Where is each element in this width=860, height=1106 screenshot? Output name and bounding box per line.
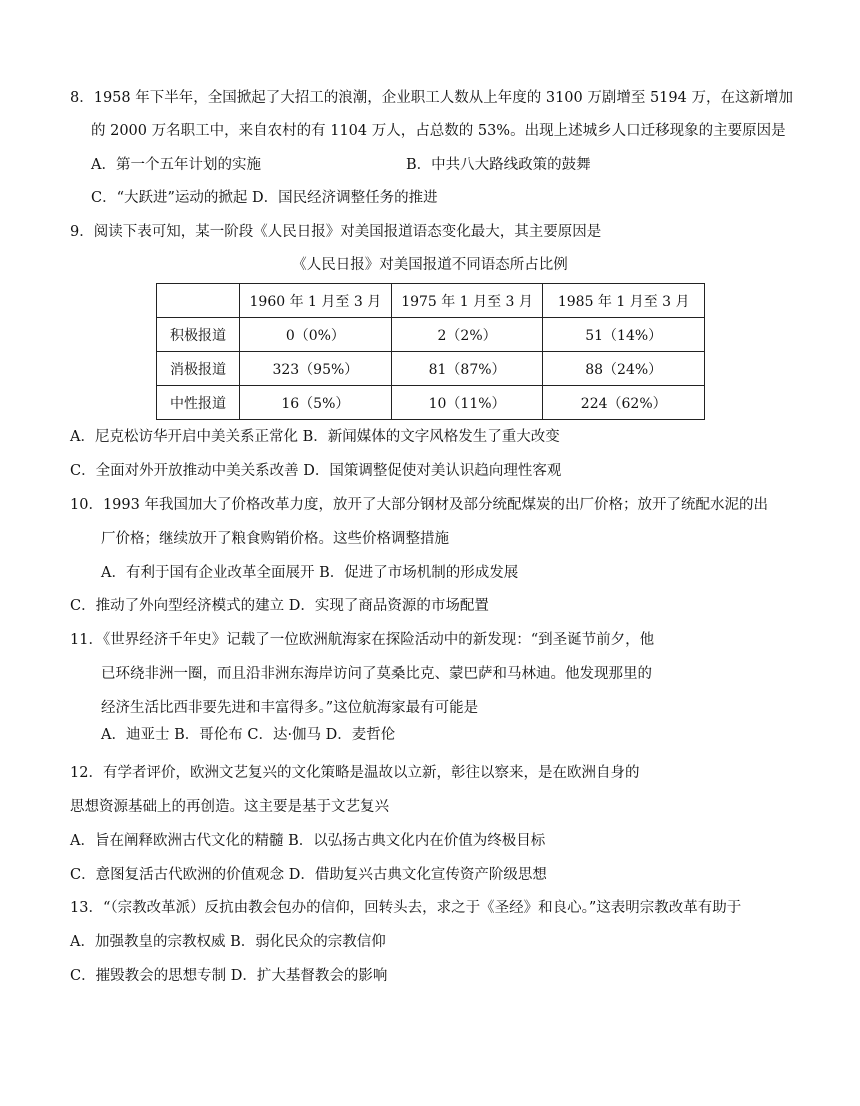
question-13-options-c-d: C．摧毁教会的思想专制 D．扩大基督教会的影响: [70, 968, 388, 984]
question-9-stem: 9．阅读下表可知，某一阶段《人民日报》对美国报道语态变化最大，其主要原因是: [70, 224, 602, 240]
question-8-option-b: B．中共八大路线政策的鼓舞: [406, 157, 591, 173]
table-header-cell: 1985 年 1 月至 3 月: [543, 284, 705, 318]
table-cell: 0（0%）: [240, 318, 392, 352]
question-12-options-a-b: A．旨在阐释欧洲古代文化的精髓 B．以弘扬古典文化内在价值为终极目标: [70, 833, 546, 849]
question-10-options-a-b: A．有利于国有企业改革全面展开 B．促进了市场机制的形成发展: [101, 565, 519, 581]
table-row-label: 积极报道: [157, 318, 240, 352]
question-9-options-c-d: C．全面对外开放推动中美关系改善 D．国策调整促使对美认识趋向理性客观: [70, 463, 562, 479]
question-11-stem-line-2: 已环绕非洲一圈，而且沿非洲东海岸访问了莫桑比克、蒙巴萨和马林迪。他发现那里的: [101, 666, 652, 682]
question-11-options: A．迪亚士 B．哥伦布 C．达·伽马 D．麦哲伦: [101, 727, 396, 743]
table-cell: 2（2%）: [391, 318, 543, 352]
table-row: [157, 352, 705, 386]
question-11-stem-line-1: 11．《世界经济千年史》记载了一位欧洲航海家在探险活动中的新发现：“到圣诞节前夕，他: [70, 632, 655, 648]
question-9-options-a-b: A．尼克松访华开启中美关系正常化 B．新闻媒体的文字风格发生了重大改变: [70, 429, 560, 445]
question-10-options-c-d: C．推动了外向型经济模式的建立 D．实现了商品资源的市场配置: [70, 598, 489, 614]
table-header-cell: 1960 年 1 月至 3 月: [240, 284, 392, 318]
question-12-options-c-d: C．意图复活古代欧洲的价值观念 D．借助复兴古典文化宣传资产阶级思想: [70, 867, 547, 883]
table-cell: 88（24%）: [543, 352, 705, 386]
question-10-stem-line-2: 厂价格；继续放开了粮食购销价格。这些价格调整措施: [101, 531, 449, 547]
question-8-stem-line-1: 8．1958 年下半年，全国掀起了大招工的浪潮，企业职工人数从上年度的 3100 万剧增至 5194 万，在这新增加: [70, 90, 793, 106]
question-12-stem-line-2: 思想资源基础上的再创造。这主要是基于文艺复兴: [70, 799, 389, 815]
question-13-options-a-b: A．加强教皇的宗教权威 B．弱化民众的宗教信仰: [70, 934, 386, 950]
question-8-option-a: A．第一个五年计划的实施: [91, 157, 261, 173]
table-row-label: 消极报道: [157, 352, 240, 386]
table-caption: 《人民日报》对美国报道不同语态所占比例: [292, 257, 568, 273]
question-12-stem-line-1: 12．有学者评价，欧洲文艺复兴的文化策略是温故以立新，彰往以察来，是在欧洲自身的: [70, 765, 640, 781]
table-row: [157, 386, 705, 420]
table-header-row: [157, 284, 705, 318]
table-row-label: 中性报道: [157, 386, 240, 420]
table-header-cell: 1975 年 1 月至 3 月: [391, 284, 543, 318]
table-row: [157, 318, 705, 352]
table-header-cell: [157, 284, 240, 318]
table-cell: 323（95%）: [240, 352, 392, 386]
question-13-stem: 13．“（宗教改革派）反抗由教会包办的信仰，回转头去，求之于《圣经》和良心。”这表明宗教改革有助于: [70, 900, 742, 916]
table-cell: 10（11%）: [391, 386, 543, 420]
table-cell: 224（62%）: [543, 386, 705, 420]
table-cell: 16（5%）: [240, 386, 392, 420]
news-tone-table: [156, 283, 705, 420]
question-8-stem-line-2: 的 2000 万名职工中，来自农村的有 1104 万人，占总数的 53%。出现上述城乡人口迁移现象的主要原因是: [91, 123, 786, 139]
question-10-stem-line-1: 10．1993 年我国加大了价格改革力度，放开了大部分钢材及部分统配煤炭的出厂价格；放开了统配水泥的出: [70, 497, 768, 513]
question-8-options-c-d: C．“大跃进”运动的掀起 D．国民经济调整任务的推进: [91, 190, 438, 206]
table-cell: 81（87%）: [391, 352, 543, 386]
table-cell: 51（14%）: [543, 318, 705, 352]
question-11-stem-line-3: 经济生活比西非要先进和丰富得多。”这位航海家最有可能是: [101, 700, 479, 716]
